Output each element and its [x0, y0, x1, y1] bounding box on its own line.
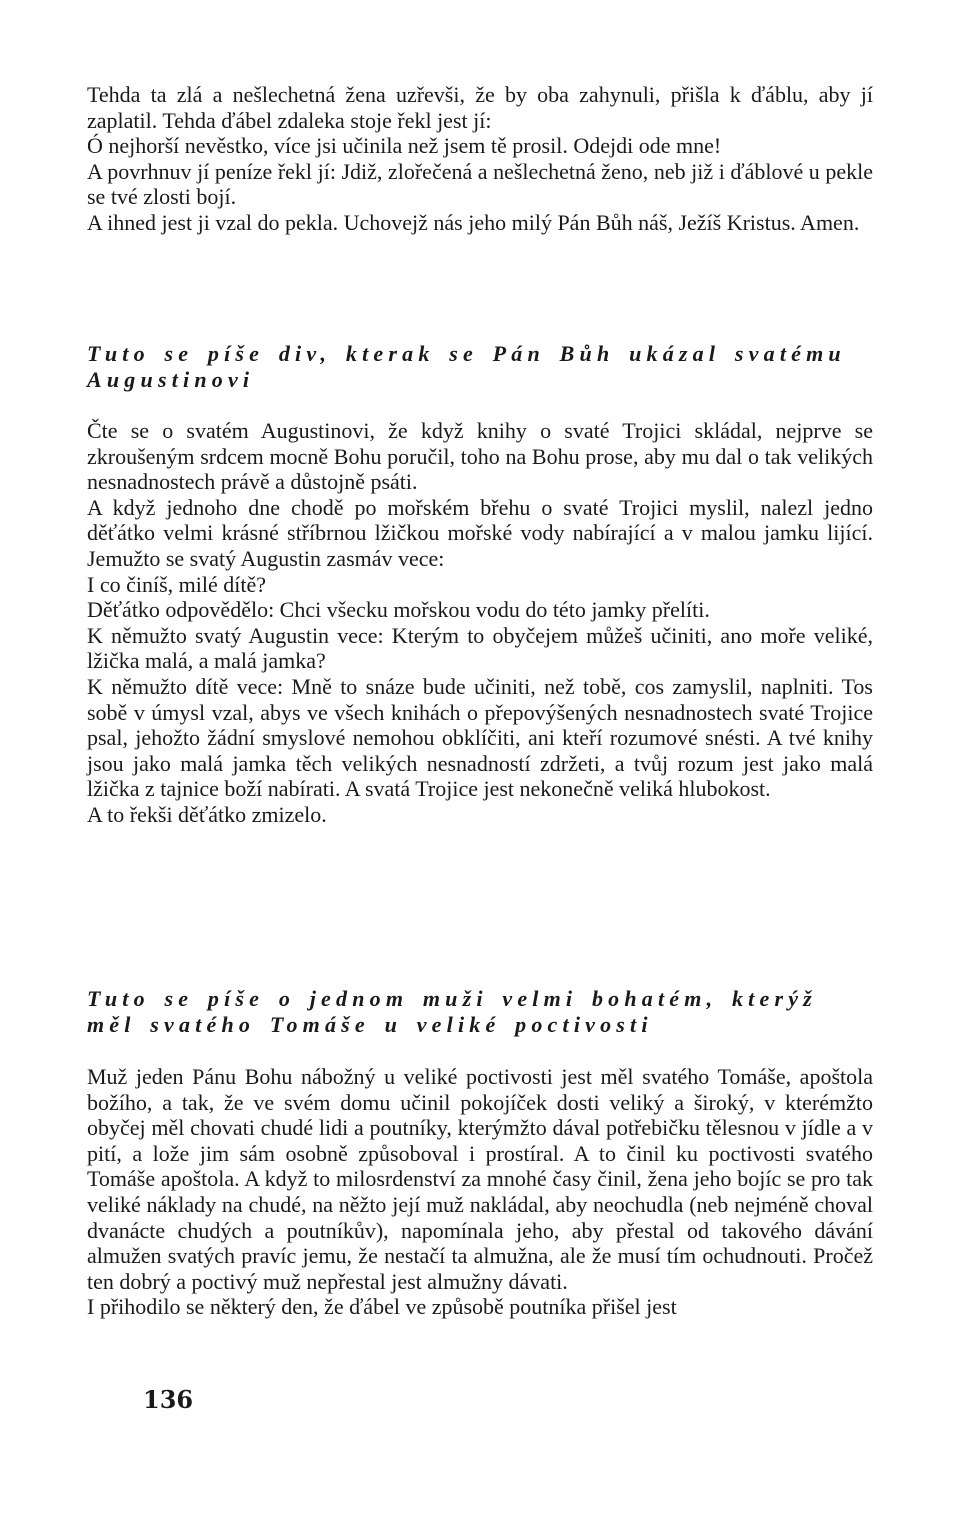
paragraph: K němužto dítě vece: Mně to snáze bude učiniti, než tobě, cos zamyslil, naplniti. Tos sobě v úmysl vzal, abys ve všech knihách o přepovýšených nesnadnostech svaté Trojice psal, jehožto žádní smyslové nemohou obklíčiti, ani kteří rozumové snésti. A tvé knihy jsou jako malá jamka těch velikých nesnadností zdržeti, a tvůj rozum jest jako malá lžička z tajnice boží nabírati. A svatá Trojice jest nekonečně veliká hlubokost.: [87, 673, 873, 802]
paragraph: A povrhnuv jí peníze řekl jí: Jdiž, zlořečená a nešlechetná ženo, neb již i ďáblové u pekle se tvé zlosti bojí.: [87, 158, 873, 210]
augustin-text-block: [87, 418, 873, 828]
intro-text-block: [87, 82, 873, 236]
paragraph: A ihned jest ji vzal do pekla. Uchovejž nás jeho milý Pán Bůh náš, Ježíš Kristus. Amen.: [87, 209, 860, 235]
section-title-tomas: Tuto se píše o jednom muži velmi bohatém, kterýž měl svatého Tomáše u veliké poctivosti: [87, 986, 817, 1037]
paragraph: I co činíš, milé dítě?: [87, 571, 266, 597]
paragraph: Čte se o svatém Augustinovi, že když knihy o svaté Trojici skládal, nejprve se zkroušeným srdcem mocně Bohu poručil, toho na Bohu prose, aby mu dal o tak velikých nesnadnostech právě a důstojně psáti.: [87, 418, 873, 495]
paragraph: A když jednoho dne chodě po mořském břehu o svaté Trojici myslil, nalezl jedno děťátko velmi krásné stříbrnou lžičkou mořské vody nabírající a v malou jamku lijící. Jemužto se svatý Augustin zasmáv vece:: [87, 494, 873, 571]
paragraph: K němužto svatý Augustin vece: Kterým to obyčejem můžeš učiniti, ano moře veliké, lžička malá, a malá jamka?: [87, 622, 873, 674]
paragraph: Tehda ta zlá a nešlechetná žena uzřevši, že by oba zahynuli, přišla k ďáblu, aby jí zaplatil. Tehda ďábel zdaleka stoje řekl jest jí:: [87, 82, 873, 133]
paragraph: Děťátko odpovědělo: Chci všecku mořskou vodu do této jamky přelíti.: [87, 597, 710, 623]
tomas-text-block: [87, 1064, 873, 1320]
paragraph: A to řekši děťátko zmizelo.: [87, 801, 327, 827]
page-number: 136: [143, 1385, 194, 1414]
section-title-augustin: Tuto se píše div, kterak se Pán Bůh ukázal svatému Augustinovi: [87, 341, 846, 392]
paragraph: I přihodilo se některý den, že ďábel ve způsobě poutníka přišel jest: [87, 1294, 677, 1320]
paragraph: Muž jeden Pánu Bohu nábožný u veliké poctivosti jest měl svatého Tomáše, apoštola božího, a tak, že ve svém domu učinil pokojíček dosti veliký a široký, v kterémžto obyčej měl chovati chudé lidi a poutníky, kterýmžto dával potřebičku tělesnou v jídle a v pití, a lože jim sám osobně způsoboval i prostíral. A to činil ku poctivosti svatého Tomáše apoštola. A když to milosrdenství za mnohé časy činil, žena jeho bojíc se pro tak veliké náklady na chudé, na něžto její muž nakládal, aby neochudla (neb nejméně choval dvanácte chudých a poutníkův), napomínala jeho, aby přestal od takového dávání almužen svatých pravíc jemu, že nestačí ta almužna, ale že musí tím ochudnouti. Pročež ten dobrý a poctivý muž nepřestal jest almužny dávati.: [87, 1064, 873, 1294]
paragraph: Ó nejhorší nevěstko, více jsi učinila než jsem tě prosil. Odejdi ode mne!: [87, 133, 722, 159]
